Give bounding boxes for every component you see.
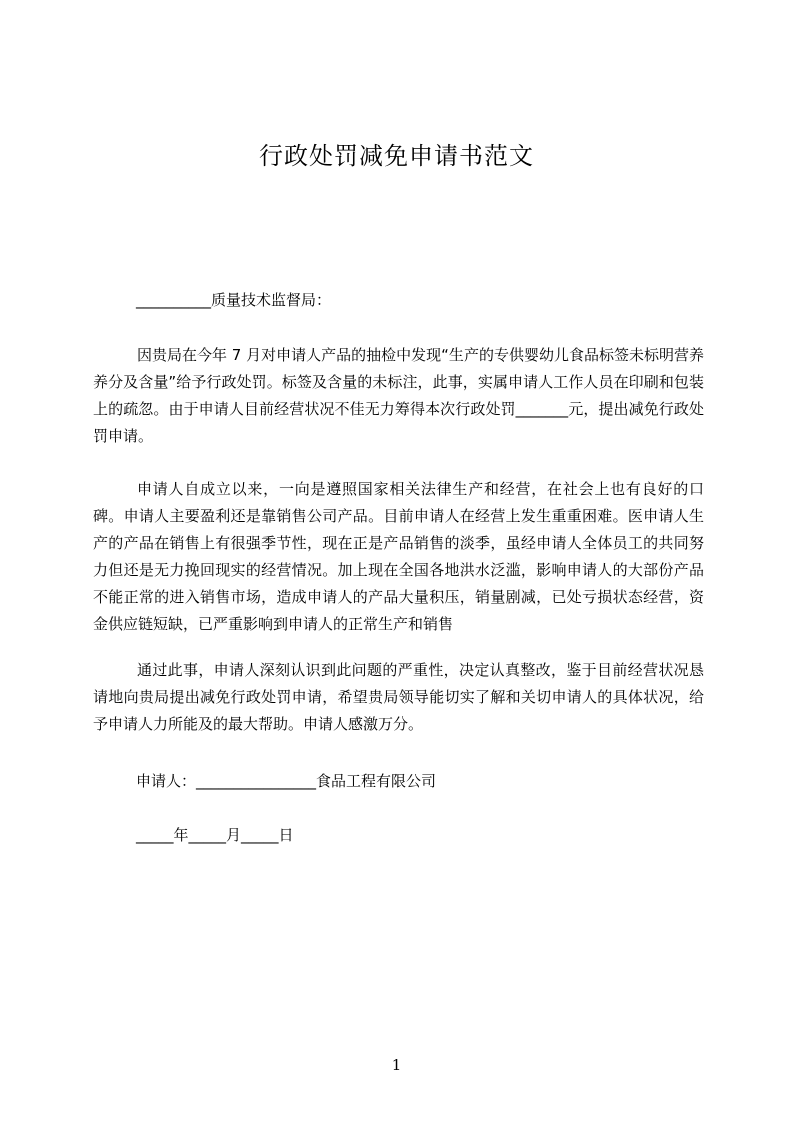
addressee-line: __________质量技术监督局： — [136, 291, 332, 309]
body-paragraph-3: 通过此事，申请人深刻认识到此问题的严重性，决定认真整改，鉴于目前经营状况恳请地向贵局提出减免行政处罚申请，希望贵局领导能切实了解和关切申请人的具体状况，给予申请人力所能及的最大帮助。申请人感激万分。 — [93, 661, 704, 733]
date-line: _____年_____月_____日 — [136, 826, 294, 844]
page-number: 1 — [391, 1056, 402, 1074]
applicant-signature-line: 申请人：________________食品工程有限公司 — [136, 772, 437, 790]
body-paragraph-1: 因贵局在今年 7 月对申请人产品的抽检中发现“生产的专供婴幼儿食品标签未标明营养养分及含量”给予行政处罚。标签及含量的未标注，此事，实属申请人工作人员在印刷和包装上的疏忽。由于申请人目前经营状况不佳无力筹得本次行政处罚_______元，提出减免行政处罚申请。 — [93, 346, 704, 445]
document-title: 行政处罚减免申请书范文 — [259, 142, 534, 170]
body-paragraph-2: 申请人自成立以来，一向是遵照国家相关法律生产和经营，在社会上也有良好的口碑。申请人主要盈利还是靠销售公司产品。目前申请人在经营上发生重重困难。医申请人生产的产品在销售上有很强季节性，现在正是产品销售的淡季，虽经申请人全体员工的共同努力但还是无力挽回现实的经营情况。加上现在全国各地洪水泛滥，影响申请人的大部份产品不能正常的进入销售市场，造成申请人的产品大量积压，销量剧减，已处亏损状态经营，资金供应链短缺，已严重影响到申请人的正常生产和销售 — [93, 480, 704, 633]
